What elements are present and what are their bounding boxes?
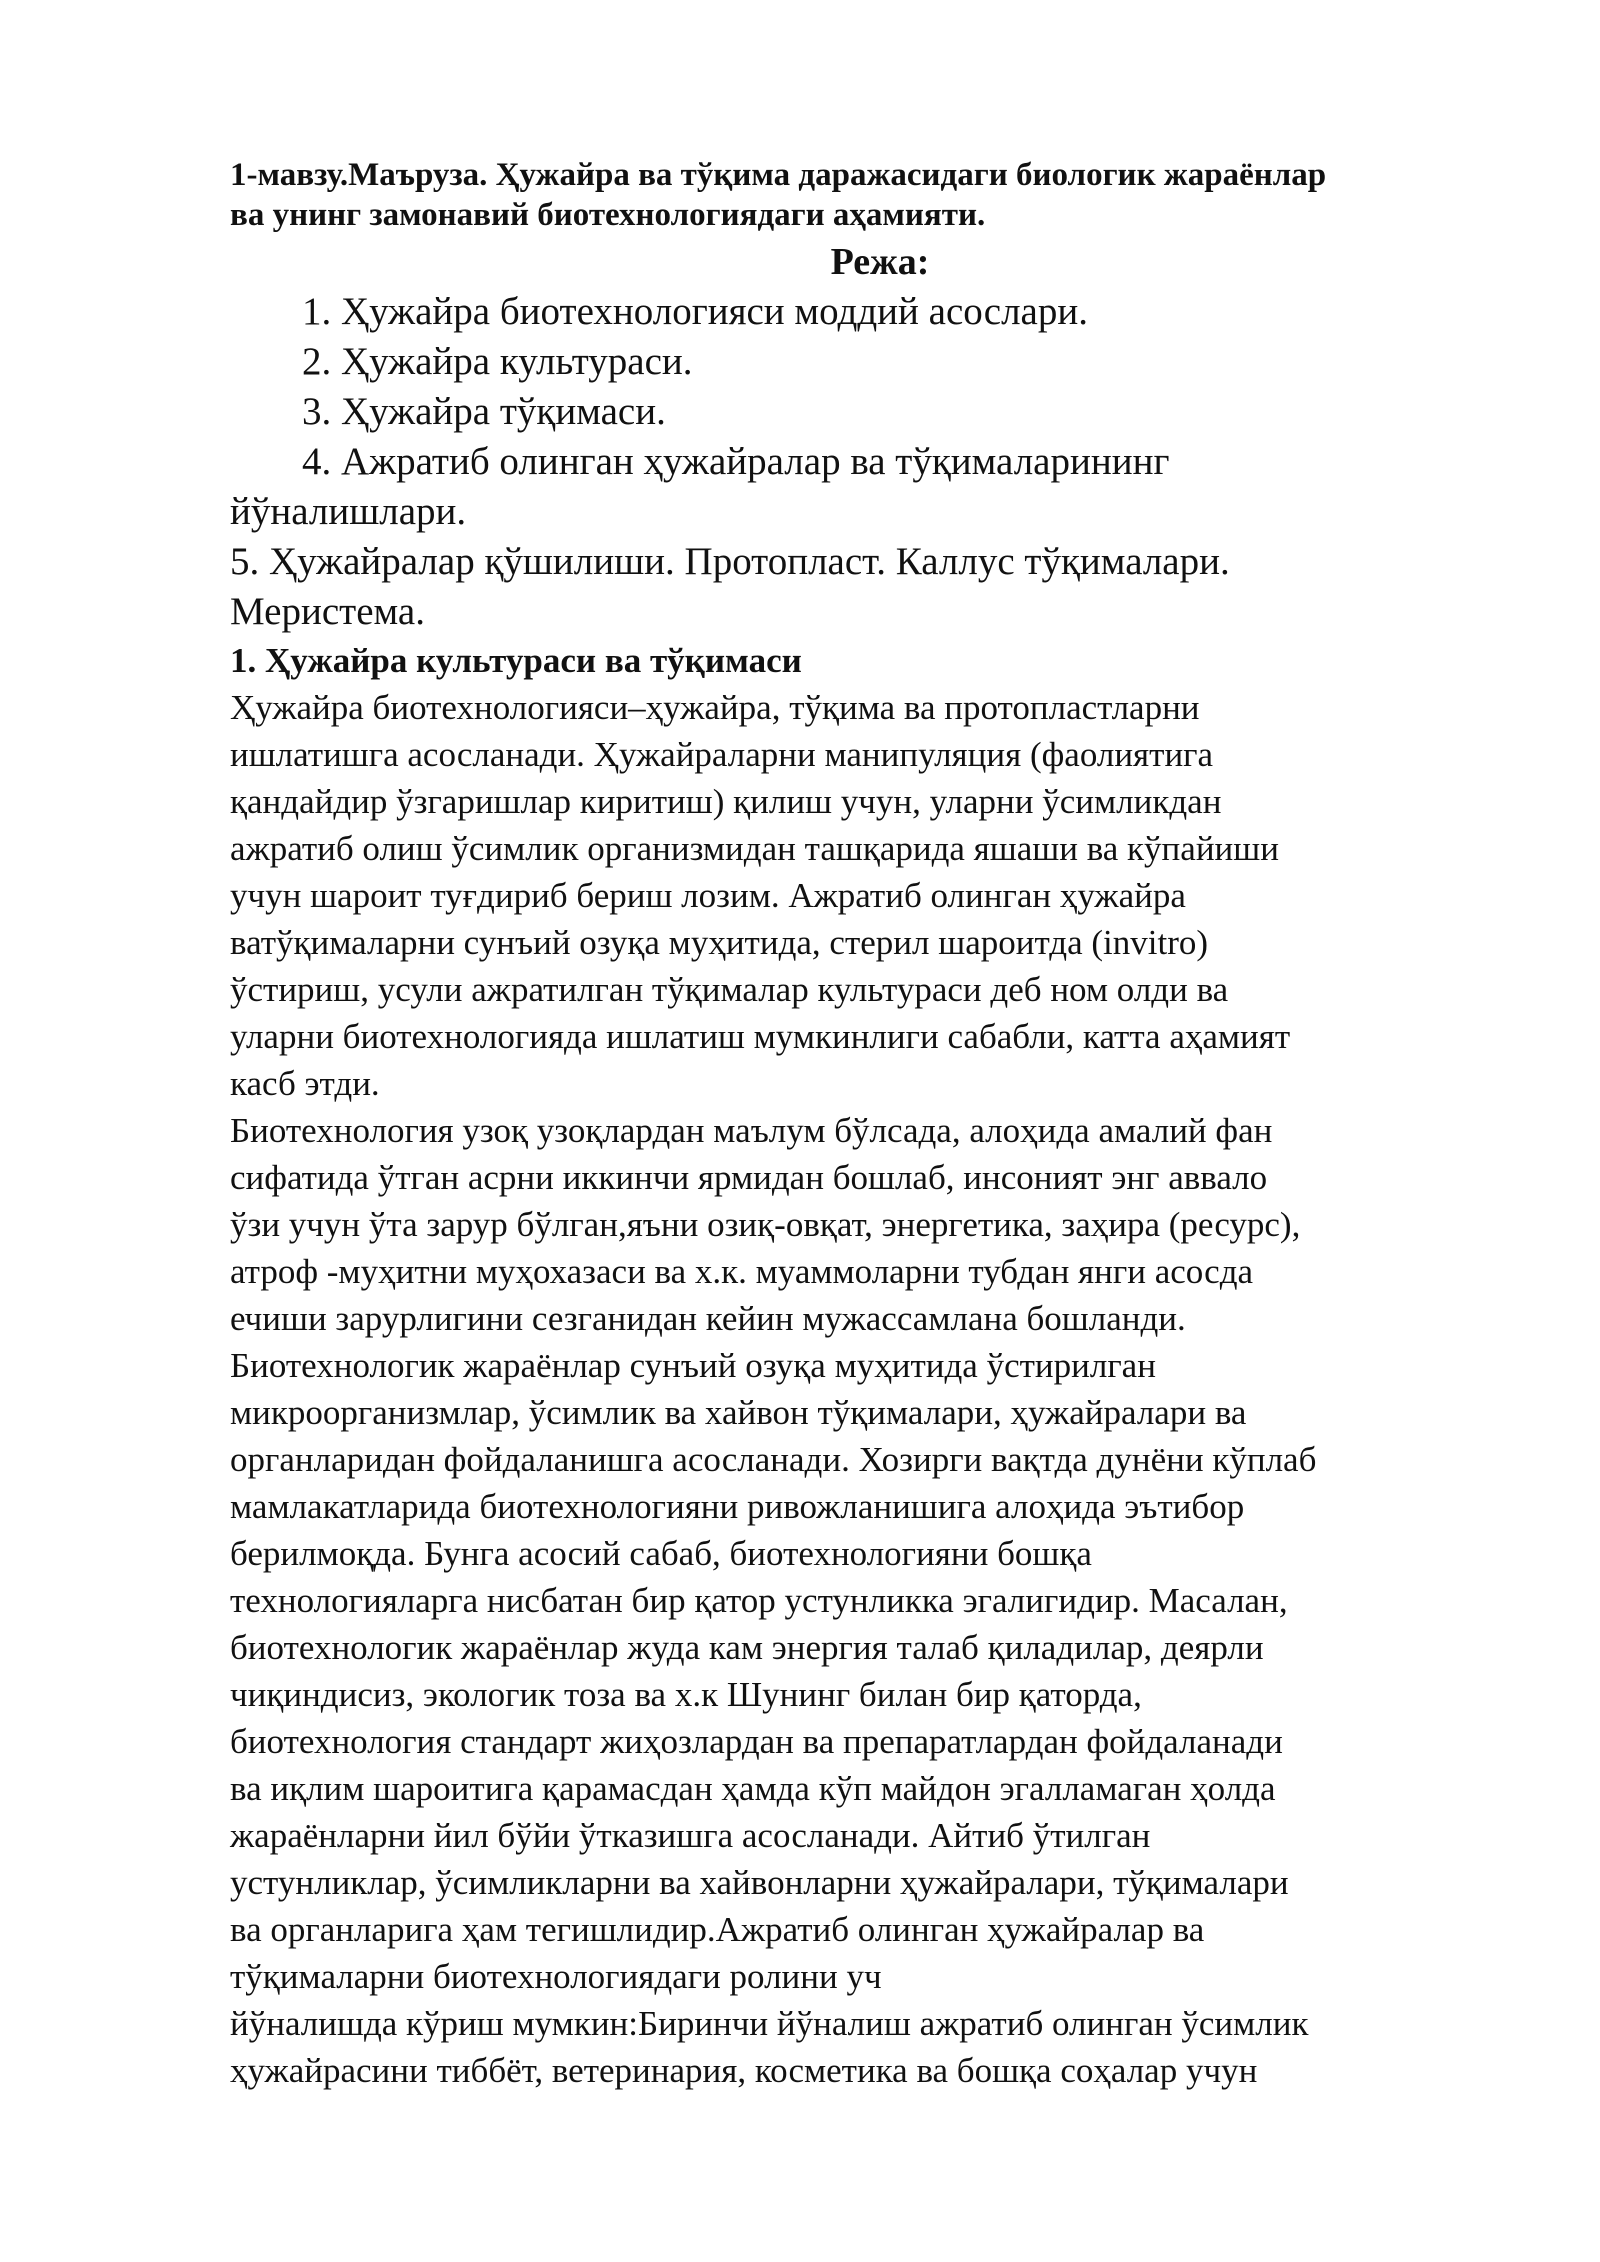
- plan-item-5-continued: Меристема.: [230, 590, 425, 633]
- paragraph-line: чиқиндисиз, экологик тоза ва х.к Шунинг билан бир қаторда,: [230, 1675, 1142, 1714]
- plan-item-1: 1. Ҳужайра биотехнологияси моддий асослари.: [302, 290, 1088, 333]
- paragraph-line: берилмоқда. Бунга асосий сабаб, биотехнологияни бошқа: [230, 1534, 1092, 1573]
- paragraph-line: биотехнологик жараёнлар жуда кам энергия талаб қиладилар, деярли: [230, 1628, 1264, 1667]
- paragraph-line: органларидан фойдаланишга асосланади. Хозирги вақтда дунёни кўплаб: [230, 1440, 1317, 1479]
- paragraph-line: жараёнларни йил бўйи ўтказишга асосланади. Айтиб ўтилган: [230, 1816, 1151, 1855]
- paragraph-line: тўқималарни биотехнологиядаги ролини уч: [230, 1957, 882, 1996]
- paragraph-line: атроф -муҳитни муҳохазаси ва х.к. муаммоларни тубдан янги асосда: [230, 1252, 1254, 1291]
- plan-item-3: 3. Ҳужайра тўқимаси.: [302, 390, 666, 433]
- paragraph-line: Ҳужайра биотехнологияси–ҳужайра, тўқима ва протопластларни: [230, 688, 1200, 727]
- plan-item-4: 4. Ажратиб олинган ҳужайралар ва тўқималарининг: [302, 440, 1170, 483]
- paragraph-line: ва иқлим шароитига қарамасдан ҳамда кўп майдон эгалламаган ҳолда: [230, 1769, 1276, 1808]
- plan-item-5: 5. Ҳужайралар қўшилиши. Протопласт. Каллус тўқималари.: [230, 540, 1230, 583]
- paragraph-line: мамлакатларида биотехнологияни ривожланишига алоҳида эътибор: [230, 1487, 1245, 1526]
- paragraph-line: технологияларга нисбатан бир қатор устунликка эгалигидир. Масалан,: [230, 1581, 1288, 1620]
- paragraph-line: ўстириш, усули ажратилган тўқималар культураси деб ном олди ва: [230, 970, 1229, 1009]
- title-line-2: ва унинг замонавий биотехнологиядаги аҳамияти.: [230, 197, 986, 233]
- plan-list: [230, 287, 1520, 637]
- paragraph-line: ишлатишга асосланади. Ҳужайраларни манипуляция (фаолиятига: [230, 735, 1214, 774]
- paragraph-line: ватўқималарни сунъий озуқа муҳитида, стерил шароитда (invitro): [230, 923, 1209, 962]
- paragraph-line: йўналишда кўриш мумкин:Биринчи йўналиш ажратиб олинган ўсимлик: [230, 2004, 1309, 2043]
- paragraph-line: микроорганизмлар, ўсимлик ва хайвон тўқималари, ҳужайралари ва: [230, 1393, 1247, 1432]
- paragraph-line: касб этди.: [230, 1064, 380, 1103]
- paragraph-line: ва органларига ҳам тегишлидир.Ажратиб олинган ҳужайралар ва: [230, 1910, 1205, 1949]
- section-heading: 1. Ҳужайра культураси ва тўқимаси: [230, 641, 802, 680]
- paragraph-1: [230, 684, 1520, 1107]
- paragraph-line: уларни биотехнологияда ишлатиш мумкинлиги сабабли, катта аҳамият: [230, 1017, 1291, 1056]
- document-title: [230, 155, 1520, 235]
- paragraph-line: Биотехнология узоқ узоқлардан маълум бўлсада, алоҳида амалий фан: [230, 1111, 1273, 1150]
- paragraph-line: ечиши зарурлигини сезганидан кейин мужассамлана бошланди.: [230, 1299, 1186, 1338]
- paragraph-line: ажратиб олиш ўсимлик организмидан ташқарида яшаши ва кўпайиши: [230, 829, 1279, 868]
- plan-heading: Режа:: [830, 241, 930, 283]
- plan-item-4-continued: йўналишлари.: [230, 490, 467, 533]
- paragraph-line: ўзи учун ўта зарур бўлган,яъни озиқ-овқат, энергетика, заҳира (ресурс),: [230, 1205, 1301, 1244]
- plan-item-2: 2. Ҳужайра культураси.: [302, 340, 693, 383]
- paragraph-line: учун шароит туғдириб бериш лозим. Ажратиб олинган ҳужайра: [230, 876, 1186, 915]
- title-line-1: 1-мавзу.Маъруза. Ҳужайра ва тўқима даражасидаги биологик жараёнлар: [230, 157, 1327, 193]
- paragraph-2: [230, 1107, 1520, 2094]
- paragraph-line: ҳужайрасини тиббёт, ветеринария, косметика ва бошқа соҳалар учун: [230, 2051, 1258, 2090]
- paragraph-line: қандайдир ўзгаришлар киритиш) қилиш учун, уларни ўсимликдан: [230, 782, 1222, 821]
- paragraph-line: устунликлар, ўсимликларни ва хайвонларни ҳужайралари, тўқималари: [230, 1863, 1289, 1902]
- paragraph-line: биотехнология стандарт жиҳозлардан ва препаратлардан фойдаланади: [230, 1722, 1283, 1761]
- paragraph-line: сифатида ўтган асрни иккинчи ярмидан бошлаб, инсоният энг аввало: [230, 1158, 1268, 1197]
- document-page: [230, 155, 1520, 2094]
- paragraph-line: Биотехнологик жараёнлар сунъий озуқа муҳитида ўстирилган: [230, 1346, 1156, 1385]
